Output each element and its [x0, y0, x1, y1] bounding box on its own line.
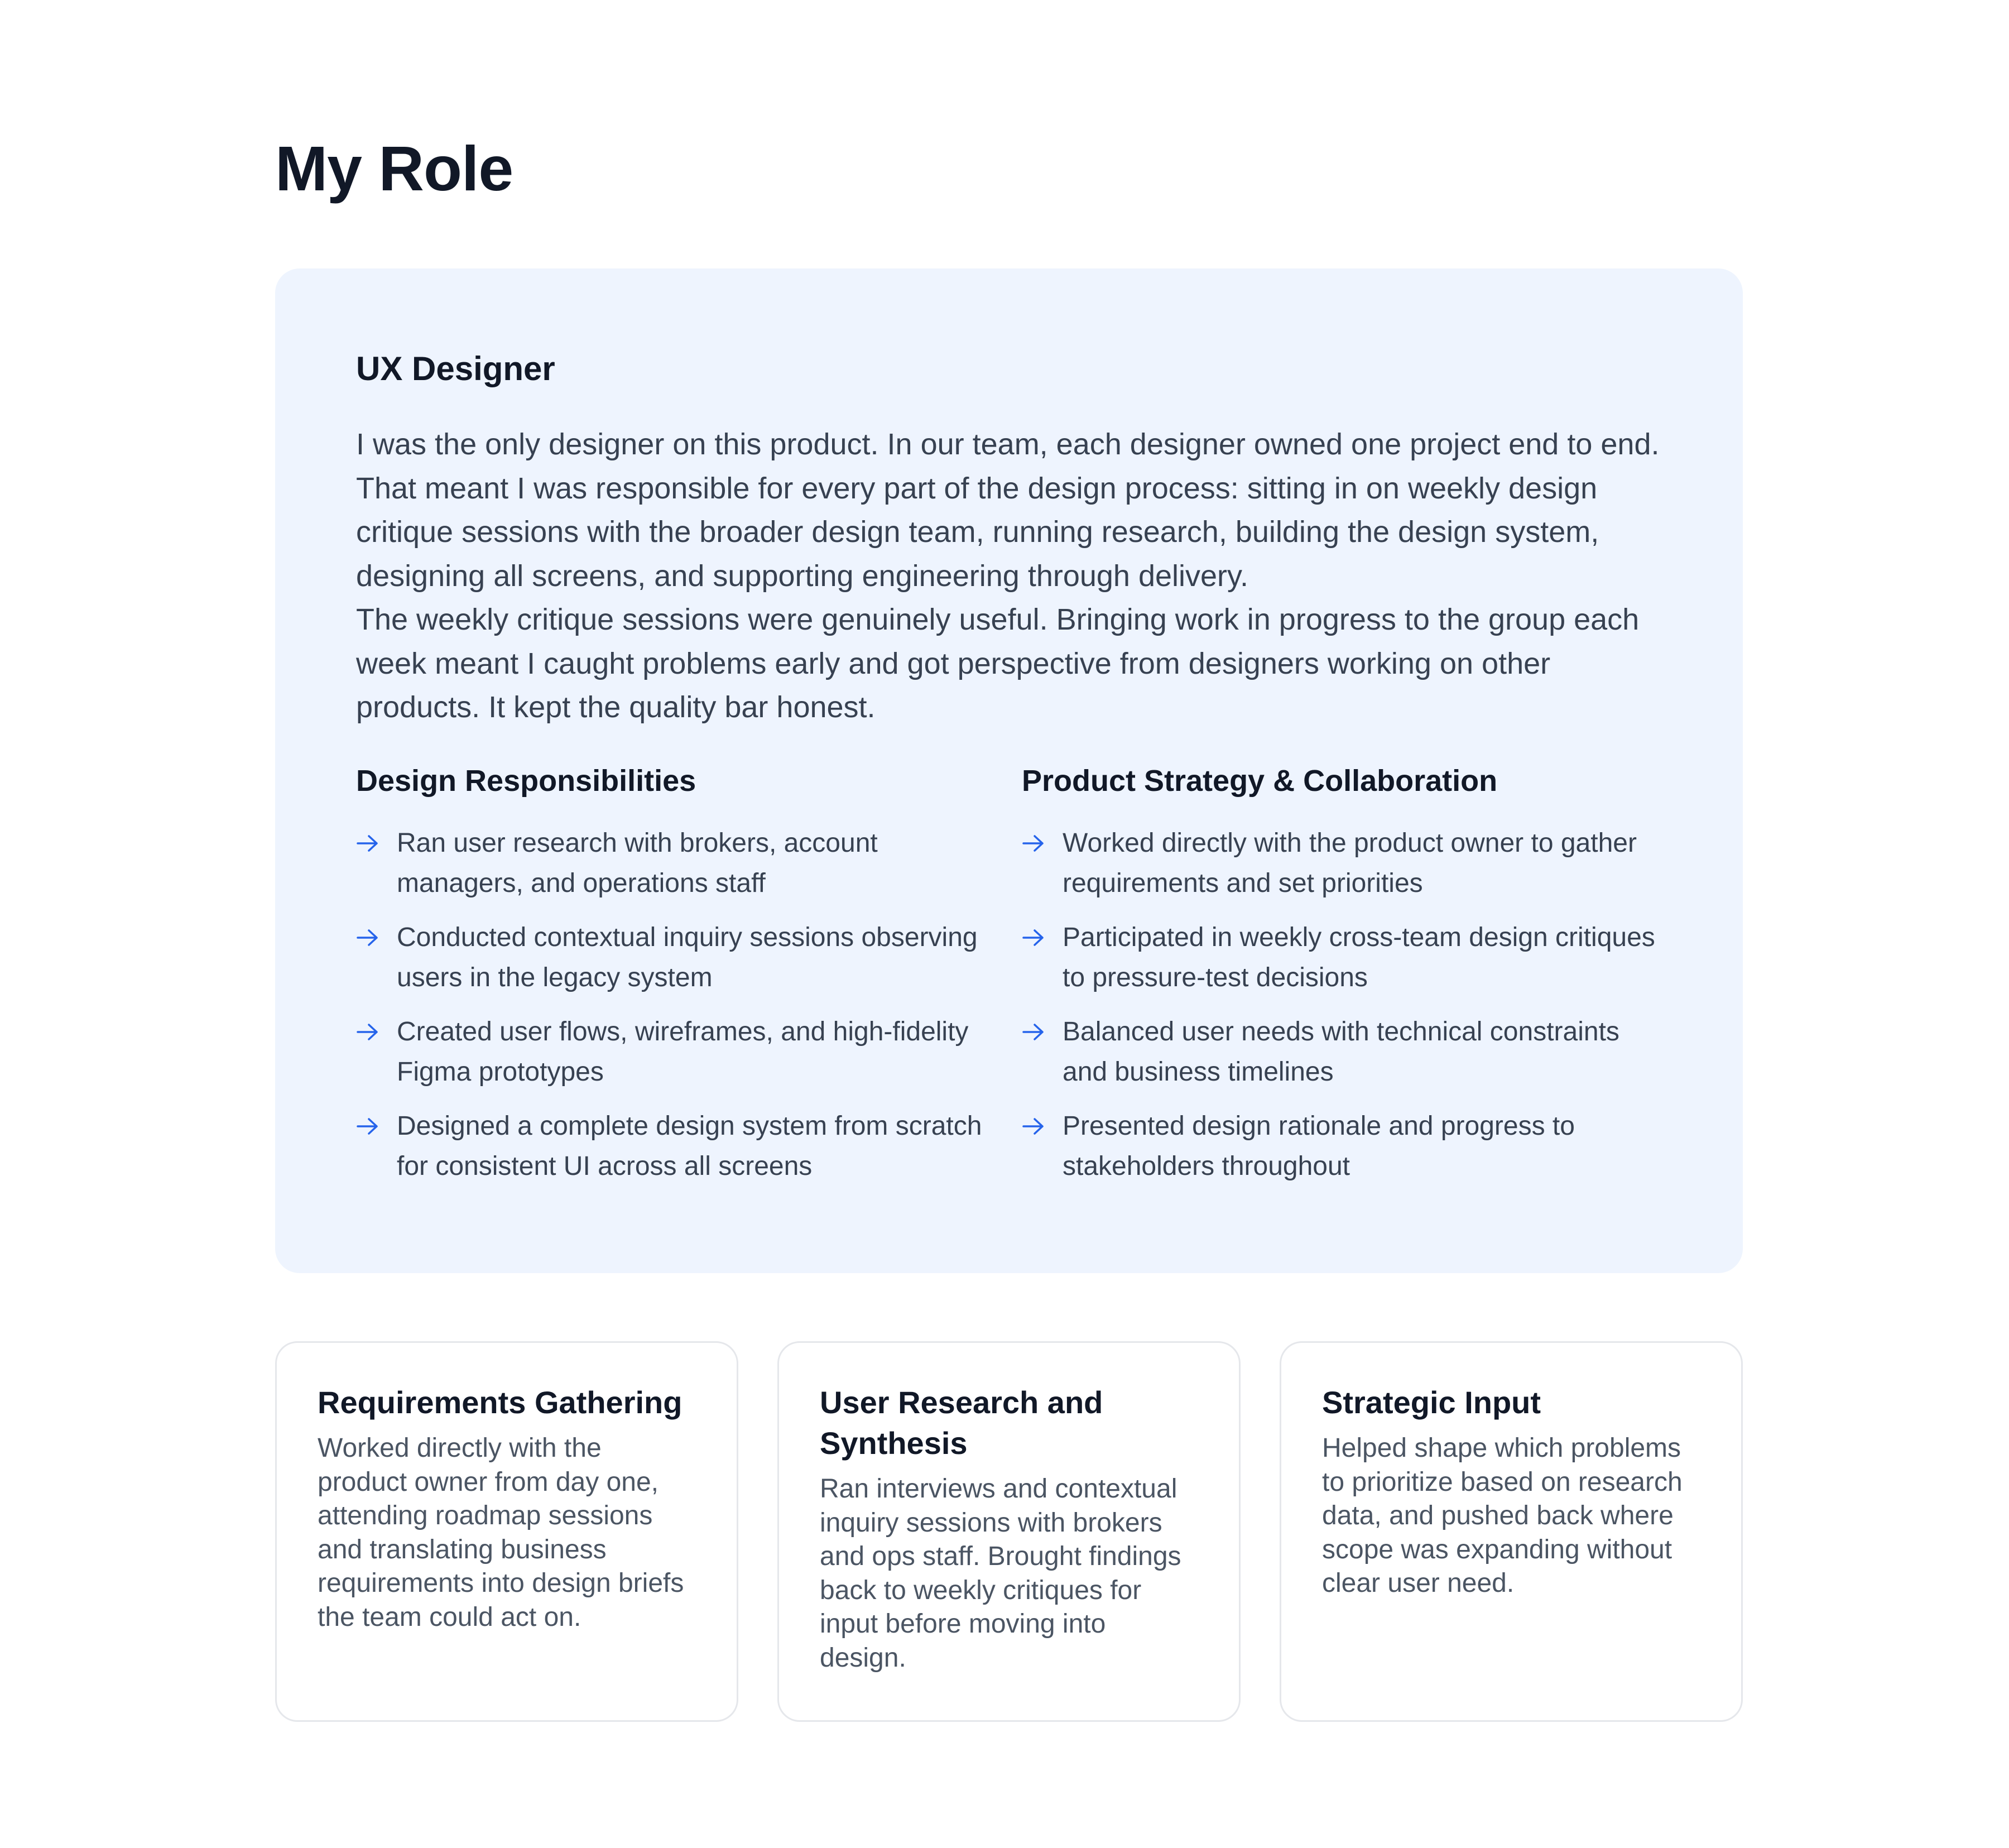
arrow-right-icon — [356, 1023, 379, 1041]
list-item-text: Conducted contextual inquiry sessions observing users in the legacy system — [397, 923, 978, 992]
card-title: User Research and Synthesis — [820, 1385, 1103, 1461]
list-item-text: Created user flows, wireframes, and high-fidelity Figma prototypes — [397, 1017, 969, 1087]
arrow-right-icon — [1022, 929, 1045, 947]
list-item-text: Designed a complete design system from scratch for consistent UI across all screens — [397, 1111, 982, 1181]
list-item — [356, 823, 992, 904]
arrow-right-icon — [356, 929, 379, 947]
summary-cards — [275, 1341, 1743, 1722]
arrow-right-icon — [356, 1117, 379, 1135]
role-title: UX Designer — [356, 350, 555, 387]
list-item — [356, 1106, 992, 1187]
role-card — [275, 268, 1743, 1273]
list-item — [1022, 1012, 1664, 1092]
role-paragraph: The weekly critique sessions were genuinely useful. Bringing work in progress to the group each week meant I caught problems early and got perspective from designers working on other products. It kept the quality bar honest. — [356, 603, 1640, 724]
card-title: Strategic Input — [1322, 1385, 1541, 1420]
page-title: My Role — [275, 133, 513, 204]
list-item-text: Worked directly with the product owner to gather requirements and set priorities — [1063, 828, 1637, 898]
product-strategy-column — [1022, 760, 1664, 1201]
bullet-list — [1022, 823, 1664, 1187]
list-item — [1022, 1106, 1664, 1187]
card-body: Worked directly with the product owner from day one, attending roadmap sessions and translating business requirements into design briefs the team could act on. — [318, 1433, 684, 1632]
list-item-text: Participated in weekly cross-team design critiques to pressure-test decisions — [1063, 923, 1655, 992]
role-paragraph: I was the only designer on this product. In our team, each designer owned one project end to end. That meant I was responsible for every part of the design process: sitting in on weekly design critique sessions with the broader design team, running research, building the design system, designing all screens, and supporting engineering through delivery. — [356, 428, 1660, 593]
list-item — [1022, 918, 1664, 998]
design-responsibilities-column — [356, 760, 992, 1201]
card-title: Requirements Gathering — [318, 1385, 683, 1420]
column-title: Product Strategy & Collaboration — [1022, 764, 1498, 798]
arrow-right-icon — [1022, 1023, 1045, 1041]
card-body: Ran interviews and contextual inquiry sessions with brokers and ops staff. Brought findings back to weekly critiques for input before moving into design. — [820, 1474, 1181, 1673]
card-user-research — [777, 1341, 1241, 1722]
arrow-right-icon — [1022, 834, 1045, 852]
arrow-right-icon — [356, 834, 379, 852]
arrow-right-icon — [1022, 1117, 1045, 1135]
list-item — [1022, 823, 1664, 904]
list-item-text: Presented design rationale and progress to stakeholders throughout — [1063, 1111, 1575, 1181]
list-item — [356, 918, 992, 998]
card-requirements-gathering — [275, 1341, 738, 1722]
card-strategic-input — [1280, 1341, 1743, 1722]
card-body: Helped shape which problems to prioritize based on research data, and pushed back where scope was expanding without clear user need. — [1322, 1433, 1683, 1598]
list-item-text: Ran user research with brokers, account managers, and operations staff — [397, 828, 878, 898]
role-description — [356, 423, 1667, 729]
column-title: Design Responsibilities — [356, 764, 696, 798]
list-item — [356, 1012, 992, 1092]
list-item-text: Balanced user needs with technical constraints and business timelines — [1063, 1017, 1619, 1087]
bullet-list — [356, 823, 992, 1187]
